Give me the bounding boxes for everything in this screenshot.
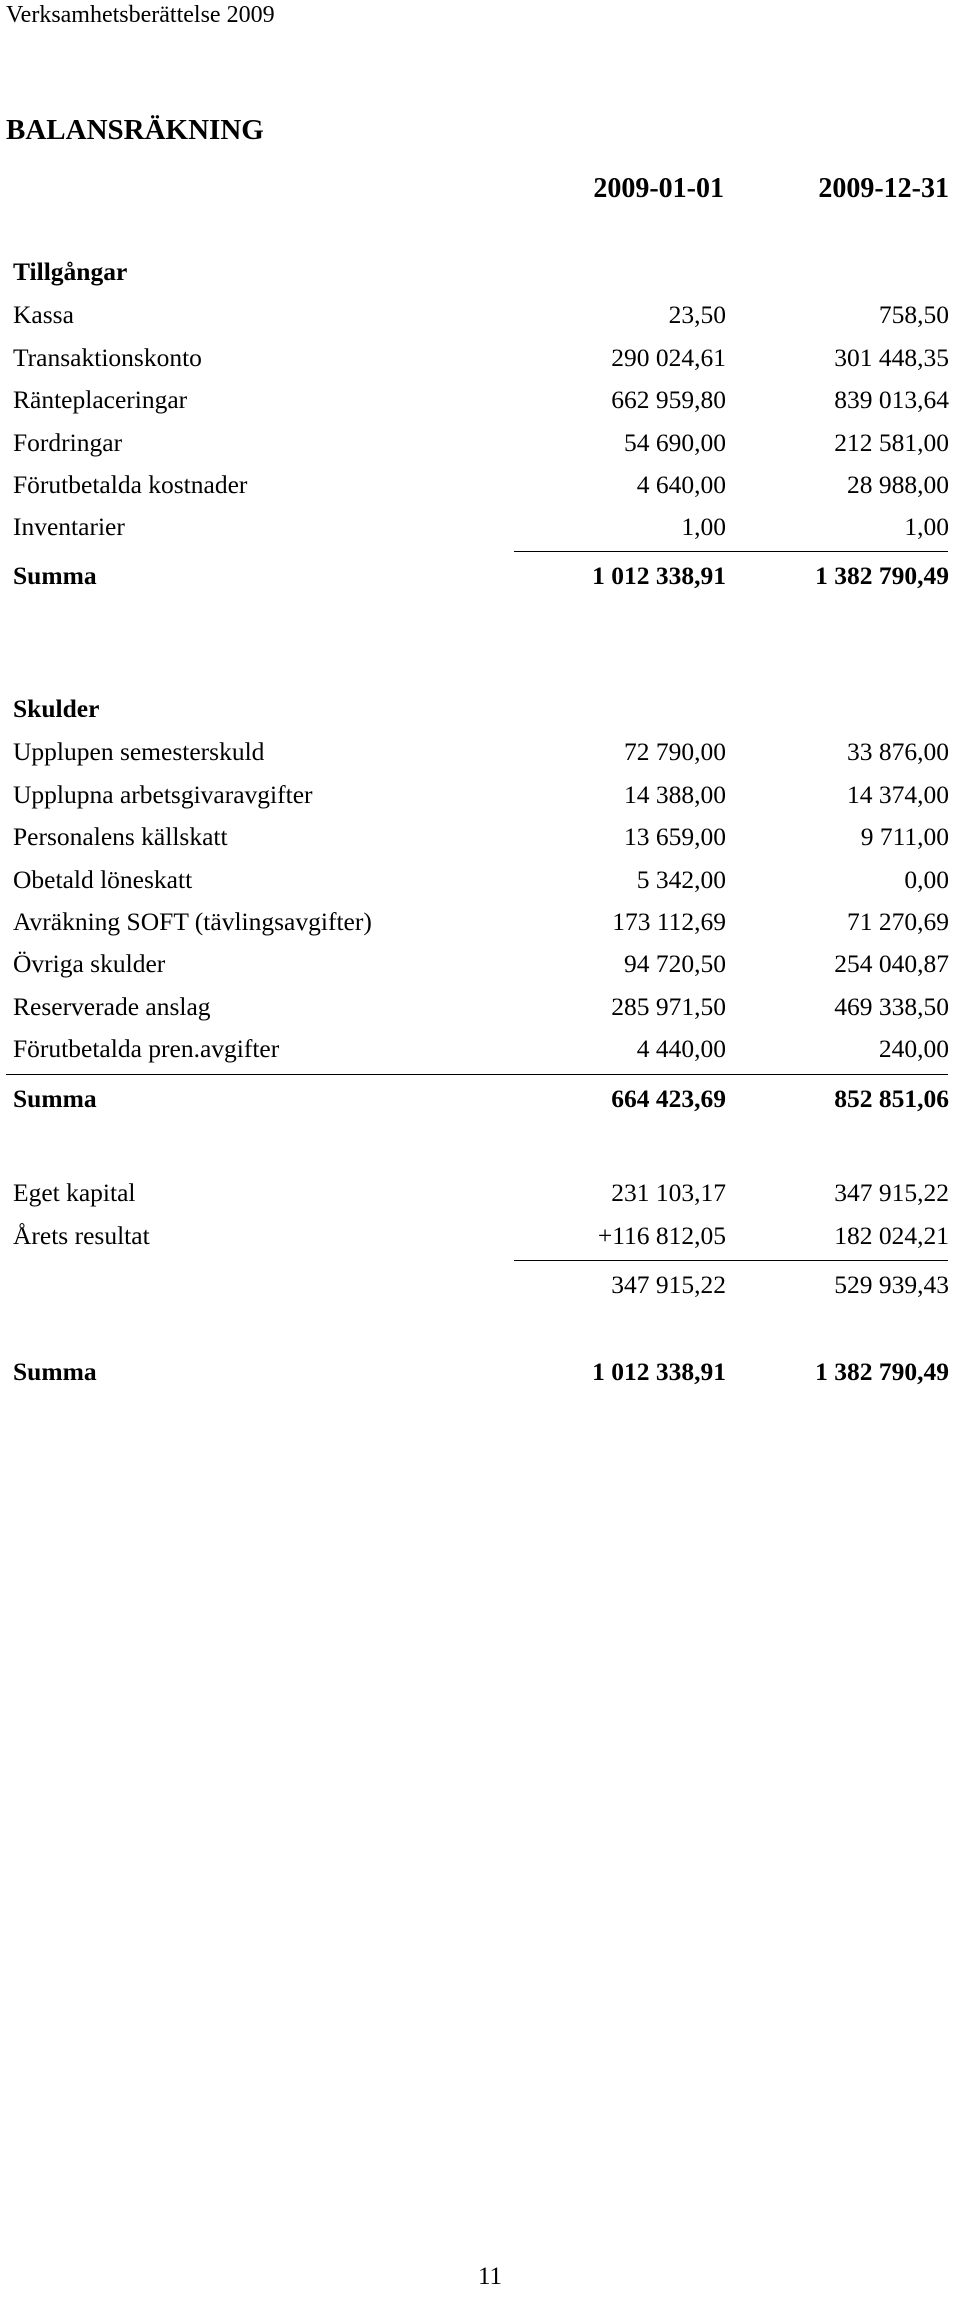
row-value-end: 240,00: [878, 1034, 949, 1063]
total-underline: [6, 1074, 948, 1075]
row-value-start: 662 959,80: [611, 385, 726, 414]
row-value-start: 347 915,22: [611, 1270, 726, 1299]
table-row: [0, 732, 960, 772]
row-label: Summa: [13, 561, 97, 590]
table-row: [0, 1029, 960, 1069]
row-value-start: 5 342,00: [636, 865, 726, 894]
row-value-end: 33 876,00: [847, 737, 949, 766]
row-value-start: 13 659,00: [624, 822, 726, 851]
row-value-start: 14 388,00: [624, 780, 726, 809]
table-row: [0, 775, 960, 815]
row-label: Fordringar: [13, 428, 123, 457]
section-heading: Tillgångar: [13, 257, 128, 286]
row-value-end: 9 711,00: [860, 822, 949, 851]
row-value-start: 1 012 338,91: [592, 561, 726, 590]
row-value-start: 231 103,17: [611, 1178, 726, 1207]
liabilities-section-heading: [0, 689, 960, 729]
row-value-start: 54 690,00: [624, 428, 726, 457]
row-label: Upplupen semesterskuld: [13, 737, 265, 766]
row-value-end: 1,00: [904, 512, 949, 541]
row-value-start: 23,50: [668, 300, 726, 329]
row-label: Ränteplaceringar: [13, 385, 188, 414]
table-row: [0, 507, 960, 547]
row-value-end: 529 939,43: [834, 1270, 949, 1299]
assets-section-heading: [0, 252, 960, 292]
table-row: [0, 1216, 960, 1256]
column-header-start-date: 2009-01-01: [593, 173, 724, 204]
row-label: Personalens källskatt: [13, 822, 228, 851]
column-header-end-date: 2009-12-31: [818, 173, 949, 204]
document-header: Verksamhetsberättelse 2009: [6, 2, 275, 28]
row-value-end: 0,00: [904, 865, 949, 894]
row-value-start: 1,00: [681, 512, 726, 541]
row-value-end: 28 988,00: [847, 470, 949, 499]
row-value-end: 71 270,69: [847, 907, 949, 936]
row-label: Summa: [13, 1357, 97, 1386]
page-title: BALANSRÄKNING: [6, 114, 264, 146]
row-value-start: 664 423,69: [611, 1084, 726, 1113]
row-label: Upplupna arbetsgivaravgifter: [13, 780, 313, 809]
row-label: Kassa: [13, 300, 74, 329]
table-row: [0, 987, 960, 1027]
liabilities-total-row: [0, 1079, 960, 1119]
row-value-start: 72 790,00: [624, 737, 726, 766]
grand-total-row: [0, 1352, 960, 1392]
table-row: [0, 860, 960, 900]
row-value-end: 469 338,50: [834, 992, 949, 1021]
row-value-end: 758,50: [878, 300, 949, 329]
row-value-start: 285 971,50: [611, 992, 726, 1021]
table-row: [0, 338, 960, 378]
row-value-start: 4 440,00: [636, 1034, 726, 1063]
table-row: [0, 944, 960, 984]
table-row: [0, 902, 960, 942]
row-value-end: 1 382 790,49: [815, 1357, 949, 1386]
row-label: Inventarier: [13, 512, 125, 541]
table-row: [0, 380, 960, 420]
row-value-start: +116 812,05: [597, 1221, 726, 1250]
row-value-start: 4 640,00: [636, 470, 726, 499]
row-label: Eget kapital: [13, 1178, 136, 1207]
row-value-end: 301 448,35: [834, 343, 949, 372]
section-heading: Skulder: [13, 694, 100, 723]
page-number: 11: [477, 2263, 503, 2290]
row-label: Förutbetalda pren.avgifter: [13, 1034, 280, 1063]
row-label: Reserverade anslag: [13, 992, 211, 1021]
row-value-start: 290 024,61: [611, 343, 726, 372]
subtotal-underline: [514, 1260, 948, 1261]
row-label: Summa: [13, 1084, 97, 1113]
table-row: [0, 295, 960, 335]
table-row: [0, 1173, 960, 1213]
row-value-start: 1 012 338,91: [592, 1357, 726, 1386]
row-value-end: 254 040,87: [834, 949, 949, 978]
row-value-end: 1 382 790,49: [815, 561, 949, 590]
row-value-start: 94 720,50: [624, 949, 726, 978]
row-label: Obetald löneskatt: [13, 865, 193, 894]
total-underline: [514, 551, 948, 552]
row-value-end: 14 374,00: [847, 780, 949, 809]
row-value-end: 347 915,22: [834, 1178, 949, 1207]
equity-subtotal-row: [0, 1265, 960, 1305]
row-label: Förutbetalda kostnader: [13, 470, 248, 499]
assets-total-row: [0, 556, 960, 596]
row-value-end: 182 024,21: [834, 1221, 949, 1250]
row-value-end: 839 013,64: [834, 385, 949, 414]
table-row: [0, 423, 960, 463]
row-value-end: 852 851,06: [834, 1084, 949, 1113]
table-row: [0, 817, 960, 857]
table-row: [0, 465, 960, 505]
row-label: Årets resultat: [13, 1221, 150, 1250]
row-label: Avräkning SOFT (tävlingsavgifter): [13, 907, 372, 936]
row-value-end: 212 581,00: [834, 428, 949, 457]
row-value-start: 173 112,69: [612, 907, 726, 936]
row-label: Övriga skulder: [13, 949, 166, 978]
row-label: Transaktionskonto: [13, 343, 202, 372]
